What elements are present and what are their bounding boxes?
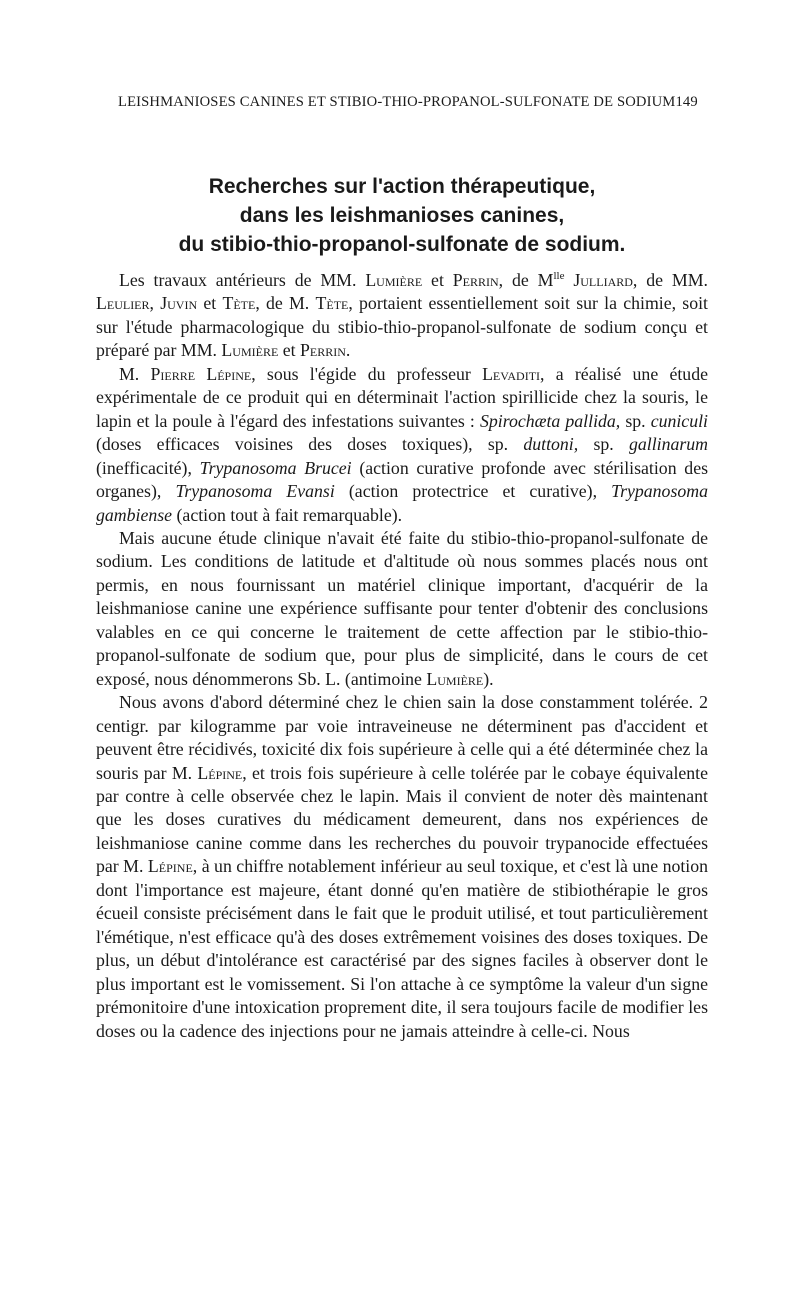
paragraph-2 xyxy=(96,363,708,527)
text-run: , sous l'égide du professeur xyxy=(251,363,471,384)
text-run: et xyxy=(431,270,444,290)
text-run: sp. xyxy=(625,410,646,431)
paragraph-4 xyxy=(96,691,708,1043)
author-name: Tète xyxy=(222,293,256,314)
title-line-3: du stibio-thio-propanol-sulfonate de sodium. xyxy=(178,233,626,256)
author-name: Juvin xyxy=(160,293,198,314)
text-run: , xyxy=(149,293,154,314)
text-run: , de xyxy=(498,270,529,290)
text-run: et xyxy=(203,293,217,314)
species-name: Trypanosoma Evansi xyxy=(175,481,335,502)
author-name: Levaditi xyxy=(482,363,541,384)
text-run: (action curative profonde avec stérilisation des organes), xyxy=(96,457,709,502)
text-run: Les travaux antérieurs de MM. xyxy=(119,270,357,290)
text-run: , à un chiffre notablement inférieur au seul toxique, et c'est là une notion dont l'importance est majeure, étant donné qu'en matière de stibiothérapie le gros écueil consiste précisément dans le fait que le produit utilisé, et tout particulièrement l'émétique, n'est efficace qu'à des doses extrêmement voisines des doses toxiques. De plus, un début d'intolérance est caractérisé par des signes faciles à observer dont le plus important est le vomissement. Si l'on attache à ce symptôme la valeur d'un signe prémonitoire d'une intoxication proprement dite, il sera toujours facile de modifier les doses ou la cadence des injections pour ne jamais atteindre à celle-ci. Nous xyxy=(96,856,709,1041)
species-name: duttoni, xyxy=(523,434,579,455)
species-name: cuniculi xyxy=(650,410,708,431)
author-name: Tète xyxy=(315,293,349,314)
running-head xyxy=(118,94,698,111)
text-run: . xyxy=(345,340,351,361)
text-run: (doses efficaces voisines des doses toxiques), sp. xyxy=(96,434,509,455)
running-title: LEISHMANIOSES CANINES ET STIBIO-THIO-PROPANOL-SULFONATE DE SODIUM xyxy=(118,94,676,110)
text-run: (action protectrice et curative), xyxy=(348,481,598,502)
honorific: M xyxy=(537,270,554,290)
text-run: M. xyxy=(119,363,140,384)
article-body xyxy=(96,269,708,1043)
author-name: Perrin xyxy=(452,270,499,290)
text-run: , de MM. xyxy=(632,270,708,290)
text-run: et xyxy=(282,340,296,361)
text-run: , et trois fois supérieure à celle tolérée par le cobaye équivalente par contre à celle observée chez le lapin. Mais il convient de noter dès maintenant que les doses curatives du médicament demeurent, dans nos expériences de leishmaniose canine comme dans les recherches du pouvoir trypanocide effectuées par M. xyxy=(96,762,708,877)
text-run: (action tout à fait remarquable). xyxy=(176,504,403,525)
author-name: Lumière xyxy=(426,668,484,689)
honorific-superscript: lle xyxy=(553,270,565,283)
article-title xyxy=(100,172,704,259)
author-name: Lumière xyxy=(221,340,279,361)
paragraph-1 xyxy=(96,269,708,363)
page-number: 149 xyxy=(675,94,698,110)
author-name: Lumière xyxy=(365,270,423,290)
species-name: Spirochæta pallida, xyxy=(479,410,621,431)
author-name: Leulier xyxy=(96,293,150,314)
text-run: sp. xyxy=(593,434,614,455)
text-run: (inefficacité), xyxy=(96,457,192,478)
species-name: Trypanosoma Brucei xyxy=(199,457,352,478)
author-name: Pierre Lépine xyxy=(150,363,252,384)
text-run: , de M. xyxy=(255,293,310,314)
author-name: Lépine xyxy=(147,856,193,877)
paragraph-3 xyxy=(96,527,708,691)
species-name: Trypanosoma gambiense xyxy=(96,481,708,525)
species-name: gallinarum xyxy=(628,434,709,455)
text-run: , a réalisé une étude expérimentale de ce produit qui en déterminait l'action spirillicide chez la souris, le lapin et la poule à l'égard des infestations suivantes : xyxy=(96,363,708,431)
text-run: Nous avons d'abord déterminé chez le chien sain la dose constamment tolérée. 2 centigr. par kilogramme par voie intraveineuse ne déterminent pas d'accident et peuvent être récidivés, toxicité dix fois supérieure à celle qui a été déterminée chez la souris par M. xyxy=(96,692,708,783)
author-name: Perrin xyxy=(300,340,346,361)
text-run: Mais aucune étude clinique n'avait été faite du stibio-thio-propanol-sulfonate de sodium. Les conditions de latitude et d'altitude où nous sommes placés nous ont permis, en nous fournissant un matériel clinique important, d'acquérir de la leishmaniose canine une expérience suffisante pour tenter d'obtenir des conclusions valables en ce qui concerne le traitement de cette affection par le stibio-thio-propanol-sulfonate de sodium que, pour plus de simplicité, dans le cours de cet exposé, nous dénommerons Sb. L. (antimoine xyxy=(96,527,708,689)
text-run: ). xyxy=(483,668,494,689)
text-run: , portaient essentiellement soit sur la chimie, soit sur l'étude pharmacologique du stibio-thio-propanol-sulfonate de sodium conçu et préparé par MM. xyxy=(96,293,708,361)
title-line-1: Recherches sur l'action thérapeutique, xyxy=(208,175,596,198)
title-line-2: dans les leishmanioses canines, xyxy=(239,204,565,227)
author-name: Julliard xyxy=(573,270,633,290)
author-name: Lépine xyxy=(197,762,243,783)
